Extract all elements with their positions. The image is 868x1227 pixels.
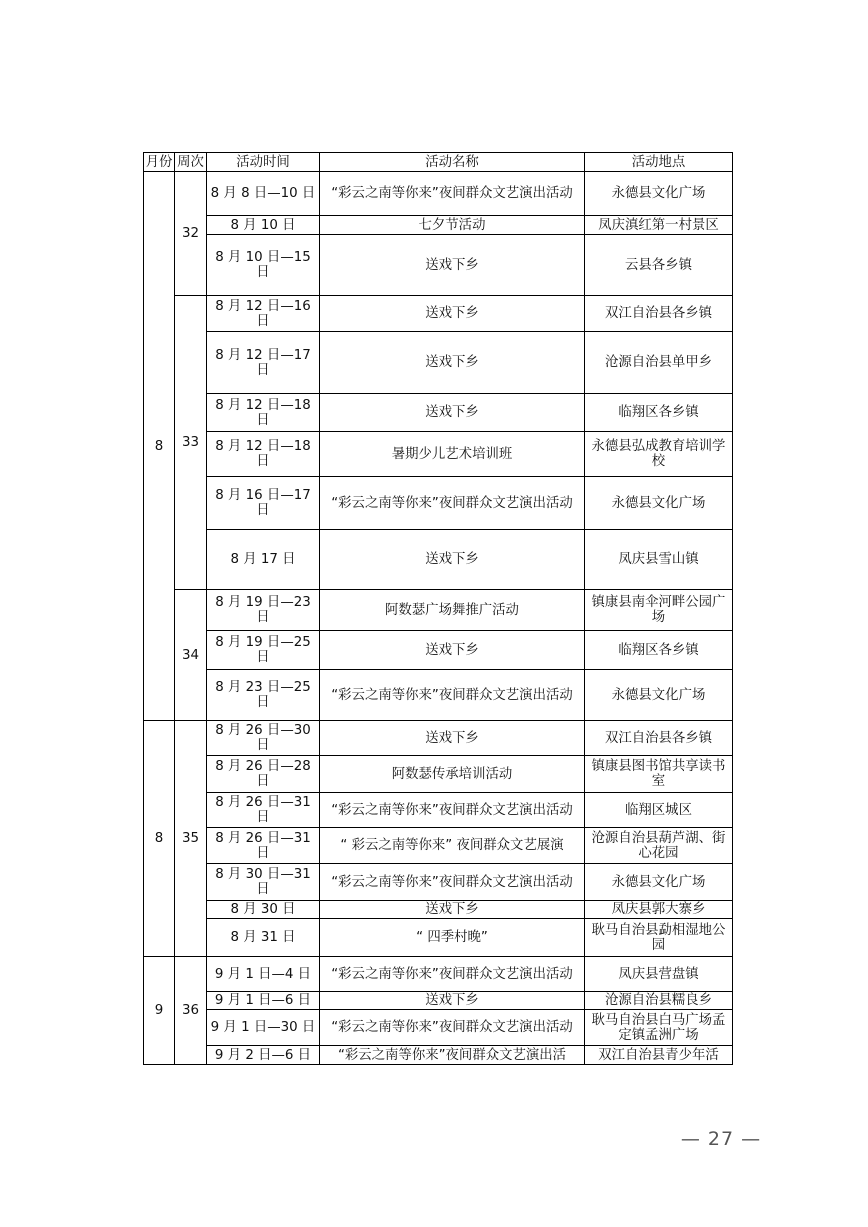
location-cell: 耿马自治县勐相湿地公园 bbox=[585, 919, 733, 957]
activity-name-cell: 暑期少儿艺术培训班 bbox=[320, 432, 585, 477]
header-week: 周次 bbox=[175, 153, 207, 172]
activity-name-cell: “彩云之南等你来”夜间群众文艺演出活 bbox=[320, 1046, 585, 1065]
time-cell: 8 月 12 日—17 日 bbox=[207, 332, 320, 394]
activity-name-cell: 阿数瑟广场舞推广活动 bbox=[320, 590, 585, 631]
time-cell: 8 月 26 日—30 日 bbox=[207, 721, 320, 756]
table-row bbox=[144, 793, 733, 828]
table-row bbox=[144, 1010, 733, 1046]
table-row bbox=[144, 477, 733, 530]
time-cell: 8 月 26 日—28 日 bbox=[207, 756, 320, 793]
month-cell: 9 bbox=[144, 957, 175, 1065]
table-row bbox=[144, 901, 733, 919]
table-row bbox=[144, 864, 733, 901]
table-row bbox=[144, 670, 733, 721]
header-month: 月份 bbox=[144, 153, 175, 172]
time-cell: 8 月 10 日 bbox=[207, 216, 320, 235]
table-row bbox=[144, 631, 733, 670]
location-cell: 凤庆县营盘镇 bbox=[585, 957, 733, 992]
activity-name-cell: 送戏下乡 bbox=[320, 530, 585, 590]
table-row bbox=[144, 530, 733, 590]
location-cell: 临翔区城区 bbox=[585, 793, 733, 828]
activity-name-cell: 送戏下乡 bbox=[320, 992, 585, 1010]
location-cell: 耿马自治县白马广场孟定镇孟洲广场 bbox=[585, 1010, 733, 1046]
activity-schedule-table bbox=[143, 152, 733, 1065]
activity-name-cell: “ 彩云之南等你来” 夜间群众文艺展演 bbox=[320, 828, 585, 864]
location-cell: 双江自治县各乡镇 bbox=[585, 721, 733, 756]
activity-name-cell: “ 四季村晚” bbox=[320, 919, 585, 957]
time-cell: 8 月 30 日 bbox=[207, 901, 320, 919]
activity-name-cell: 送戏下乡 bbox=[320, 901, 585, 919]
table-row bbox=[144, 721, 733, 756]
week-cell: 34 bbox=[175, 590, 207, 721]
table-row bbox=[144, 235, 733, 296]
table-row bbox=[144, 1046, 733, 1065]
activity-name-cell: 送戏下乡 bbox=[320, 631, 585, 670]
activity-name-cell: “彩云之南等你来”夜间群众文艺演出活动 bbox=[320, 172, 585, 216]
location-cell: 永德县弘成教育培训学校 bbox=[585, 432, 733, 477]
header-name: 活动名称 bbox=[320, 153, 585, 172]
time-cell: 8 月 26 日—31 日 bbox=[207, 793, 320, 828]
location-cell: 镇康县图书馆共享读书室 bbox=[585, 756, 733, 793]
time-cell: 8 月 30 日—31 日 bbox=[207, 864, 320, 901]
time-cell: 9 月 1 日—30 日 bbox=[207, 1010, 320, 1046]
table-row bbox=[144, 394, 733, 432]
table-header-row bbox=[144, 153, 733, 172]
table-row bbox=[144, 296, 733, 332]
activity-name-cell: 七夕节活动 bbox=[320, 216, 585, 235]
time-cell: 9 月 2 日—6 日 bbox=[207, 1046, 320, 1065]
table-row bbox=[144, 957, 733, 992]
location-cell: 双江自治县各乡镇 bbox=[585, 296, 733, 332]
location-cell: 永德县文化广场 bbox=[585, 670, 733, 721]
week-cell: 33 bbox=[175, 296, 207, 590]
time-cell: 8 月 8 日—10 日 bbox=[207, 172, 320, 216]
activity-name-cell: “彩云之南等你来”夜间群众文艺演出活动 bbox=[320, 957, 585, 992]
header-time: 活动时间 bbox=[207, 153, 320, 172]
table-row bbox=[144, 172, 733, 216]
activity-name-cell: 送戏下乡 bbox=[320, 394, 585, 432]
location-cell: 镇康县南伞河畔公园广场 bbox=[585, 590, 733, 631]
activity-name-cell: “彩云之南等你来”夜间群众文艺演出活动 bbox=[320, 670, 585, 721]
location-cell: 沧源自治县糯良乡 bbox=[585, 992, 733, 1010]
location-cell: 沧源自治县单甲乡 bbox=[585, 332, 733, 394]
activity-name-cell: “彩云之南等你来”夜间群众文艺演出活动 bbox=[320, 1010, 585, 1046]
time-cell: 8 月 12 日—16 日 bbox=[207, 296, 320, 332]
activity-name-cell: 阿数瑟传承培训活动 bbox=[320, 756, 585, 793]
location-cell: 凤庆县雪山镇 bbox=[585, 530, 733, 590]
table-row bbox=[144, 432, 733, 477]
time-cell: 8 月 26 日—31 日 bbox=[207, 828, 320, 864]
time-cell: 8 月 10 日—15 日 bbox=[207, 235, 320, 296]
time-cell: 8 月 23 日—25 日 bbox=[207, 670, 320, 721]
location-cell: 云县各乡镇 bbox=[585, 235, 733, 296]
activity-name-cell: 送戏下乡 bbox=[320, 296, 585, 332]
activity-name-cell: 送戏下乡 bbox=[320, 721, 585, 756]
table-row bbox=[144, 332, 733, 394]
time-cell: 8 月 17 日 bbox=[207, 530, 320, 590]
location-cell: 凤庆滇红第一村景区 bbox=[585, 216, 733, 235]
time-cell: 8 月 19 日—23 日 bbox=[207, 590, 320, 631]
table-row bbox=[144, 756, 733, 793]
activity-name-cell: “彩云之南等你来”夜间群众文艺演出活动 bbox=[320, 477, 585, 530]
location-cell: 永德县文化广场 bbox=[585, 172, 733, 216]
month-cell: 8 bbox=[144, 172, 175, 721]
table-row bbox=[144, 828, 733, 864]
activity-name-cell: 送戏下乡 bbox=[320, 235, 585, 296]
table-row bbox=[144, 992, 733, 1010]
time-cell: 9 月 1 日—4 日 bbox=[207, 957, 320, 992]
activity-name-cell: “彩云之南等你来”夜间群众文艺演出活动 bbox=[320, 793, 585, 828]
location-cell: 沧源自治县葫芦湖、街心花园 bbox=[585, 828, 733, 864]
location-cell: 双江自治县青少年活 bbox=[585, 1046, 733, 1065]
time-cell: 8 月 12 日—18 日 bbox=[207, 432, 320, 477]
table-row bbox=[144, 216, 733, 235]
month-cell: 8 bbox=[144, 721, 175, 957]
table-row bbox=[144, 590, 733, 631]
activity-name-cell: “彩云之南等你来”夜间群众文艺演出活动 bbox=[320, 864, 585, 901]
activity-name-cell: 送戏下乡 bbox=[320, 332, 585, 394]
location-cell: 凤庆县郭大寨乡 bbox=[585, 901, 733, 919]
week-cell: 35 bbox=[175, 721, 207, 957]
location-cell: 永德县文化广场 bbox=[585, 864, 733, 901]
location-cell: 永德县文化广场 bbox=[585, 477, 733, 530]
page-number: — 27 — bbox=[680, 1128, 762, 1150]
table-row bbox=[144, 919, 733, 957]
location-cell: 临翔区各乡镇 bbox=[585, 394, 733, 432]
header-place: 活动地点 bbox=[585, 153, 733, 172]
time-cell: 8 月 16 日—17 日 bbox=[207, 477, 320, 530]
week-cell: 36 bbox=[175, 957, 207, 1065]
time-cell: 8 月 31 日 bbox=[207, 919, 320, 957]
week-cell: 32 bbox=[175, 172, 207, 296]
location-cell: 临翔区各乡镇 bbox=[585, 631, 733, 670]
time-cell: 9 月 1 日—6 日 bbox=[207, 992, 320, 1010]
time-cell: 8 月 19 日—25 日 bbox=[207, 631, 320, 670]
time-cell: 8 月 12 日—18 日 bbox=[207, 394, 320, 432]
